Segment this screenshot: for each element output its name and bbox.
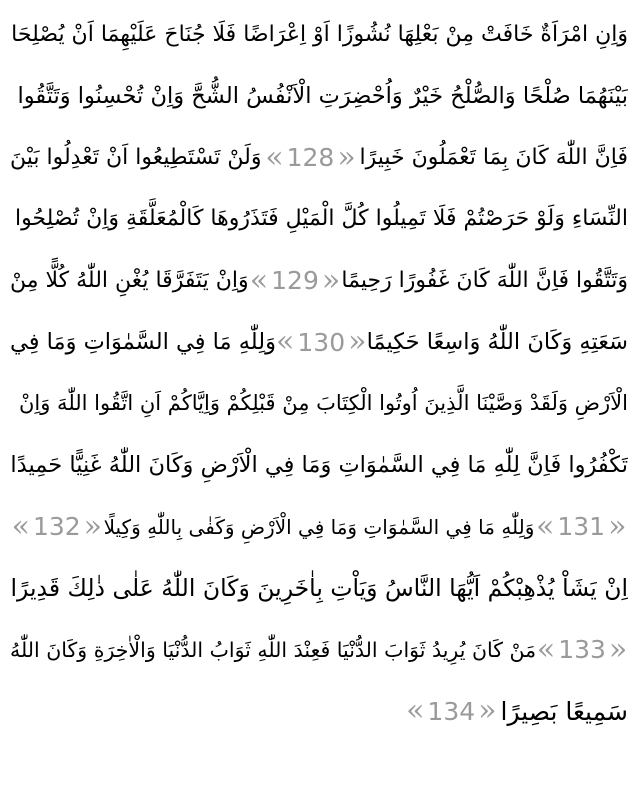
ayah-number: 132 — [32, 512, 81, 542]
verse-text: سَعَتِهِ وَكَانَ اللّٰهُ وَاسِعًا حَكِيمًا — [366, 329, 628, 355]
verse-text: تَكْفُرُوا فَاِنَّ لِلّٰهِ مَا فِي السَّمٰوَاتِ وَمَا فِي الْاَرْضِ وَكَانَ اللّٰهُ غَنِيًّا حَمِيدًا — [10, 452, 628, 478]
verse-text: وَاِنِ امْرَاَةٌ خَافَتْ مِنْ بَعْلِهَا نُشُوزًا اَوْ اِعْرَاضًا فَلَا جُنَاحَ عَلَيْهِمَا اَنْ يُصْلِحَا — [11, 21, 628, 47]
verse-line — [10, 681, 628, 743]
ayah-number-marker — [265, 140, 355, 176]
verse-text: وَلَنْ تَسْتَطِيعُوا اَنْ تَعْدِلُوا بَيْنَ — [10, 144, 262, 170]
verse-text: وَتَتَّقُوا فَاِنَّ اللّٰهَ كَانَ غَفُورًا رَحِيمًا — [341, 267, 628, 293]
ayah-number: 129 — [271, 266, 319, 296]
ayah-number-marker — [536, 631, 628, 668]
verse-line — [10, 373, 628, 435]
ayah-number-marker — [536, 508, 627, 545]
verse-text: وَلِلّٰهِ مَا فِي السَّمٰوَاتِ وَمَا فِي — [10, 329, 276, 355]
verse-line — [10, 558, 628, 620]
ornament-right-icon: » — [608, 631, 628, 667]
ayah-number: 128 — [286, 143, 335, 173]
verse-line — [10, 4, 628, 66]
verse-line — [10, 435, 628, 497]
ayah-number: 131 — [557, 512, 606, 542]
ayah-number: 133 — [558, 635, 606, 665]
verse-line — [10, 66, 628, 128]
verse-text: النِّسَاءِ وَلَوْ حَرَصْتُمْ فَلَا تَمِيلُوا كُلَّ الْمَيْلِ فَتَذَرُوهَا كَالْمُعَلَّقَةِ وَاِنْ تُصْلِحُوا — [14, 206, 628, 232]
ornament-right-icon: » — [321, 262, 341, 298]
ornament-left-icon: « — [536, 508, 555, 544]
ornament-left-icon: « — [249, 262, 269, 298]
ornament-left-icon: « — [11, 508, 30, 544]
verse-line — [10, 619, 628, 681]
ornament-right-icon: » — [337, 139, 356, 175]
verse-text: وَاِنْ يَتَفَرَّقَا يُغْنِ اللّٰهُ كُلًّا مِنْ — [10, 267, 249, 293]
ayah-number: 130 — [297, 327, 346, 357]
ornament-left-icon: « — [406, 693, 425, 729]
ornament-left-icon: « — [536, 631, 556, 667]
verse-text: سَمِيعًا بَصِيرًا — [500, 696, 628, 726]
verse-text: مَنْ كَانَ يُرِيدُ ثَوَابَ الدُّنْيَا فَعِنْدَ اللّٰهِ ثَوَابُ الدُّنْيَا وَالْاٰخِرَةِ وَكَانَ اللّٰهُ — [10, 637, 537, 662]
ornament-right-icon: » — [478, 693, 497, 729]
verse-line — [10, 250, 628, 312]
ayah-number-marker — [276, 324, 367, 360]
ornament-left-icon: « — [276, 324, 295, 360]
verse-text: فَاِنَّ اللّٰهَ كَانَ بِمَا تَعْمَلُونَ خَبِيرًا — [359, 144, 628, 170]
verse-text: وَلِلّٰهِ مَا فِي السَّمٰوَاتِ وَمَا فِي الْاَرْضِ وَكَفٰى بِاللّٰهِ وَكِيلًا — [103, 514, 535, 539]
ayah-number-marker — [406, 693, 496, 729]
verse-line — [10, 127, 628, 189]
verse-line — [10, 496, 628, 558]
verse-text: الْاَرْضِ وَلَقَدْ وَصَّيْنَا الَّذِينَ اُوتُوا الْكِتَابَ مِنْ قَبْلِكُمْ وَاِيَّاكُمْ اَنِ اتَّقُوا اللّٰهَ وَاِنْ — [18, 391, 628, 416]
ornament-right-icon: » — [83, 508, 103, 544]
ayah-number-marker — [249, 262, 341, 299]
verse-line — [10, 189, 628, 251]
ornament-left-icon: « — [265, 139, 284, 175]
ornament-right-icon: » — [348, 324, 367, 360]
verse-text: بَيْنَهُمَا صُلْحًا وَالصُّلْحُ خَيْرٌ وَاُحْضِرَتِ الْاَنْفُسُ الشُّحَّ وَاِنْ تُحْسِنُوا وَتَتَّقُوا — [17, 83, 628, 109]
ayah-number-marker — [11, 508, 103, 545]
verse-text: اِنْ يَشَاْ يُذْهِبْكُمْ اَيُّهَا النَّاسُ وَيَاْتِ بِاٰخَرِينَ وَكَانَ اللّٰهُ عَلٰى ذٰلِكَ قَدِيرًا — [10, 573, 628, 602]
verse-line — [10, 312, 628, 374]
ayah-number: 134 — [427, 696, 476, 726]
ornament-right-icon: » — [608, 508, 627, 544]
